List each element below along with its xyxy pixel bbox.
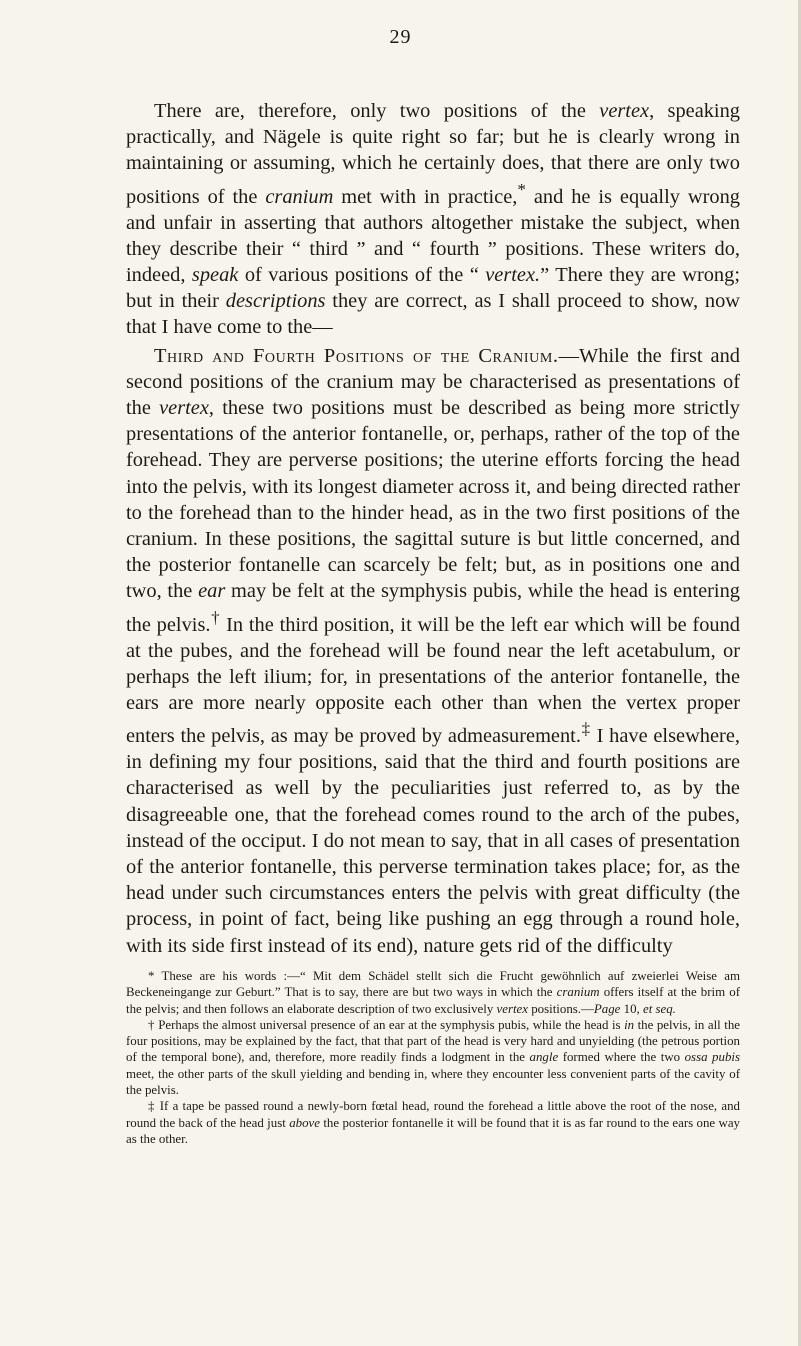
footnote-ref: * [517, 179, 526, 199]
body-text [126, 98, 740, 961]
footnote [126, 968, 740, 1017]
text-run: and he is equally wrong and unfair in asserting that authors altogether mistake the subject, when they describe their “ third ” and “ fourth ” positions. These writers do, indeed, [126, 185, 740, 287]
italic-term: cranium [265, 185, 334, 208]
section-heading: Third and Fourth Positions of the Cranium. [154, 344, 559, 367]
italic-term: vertex [599, 100, 650, 122]
italic-term: in [624, 1017, 635, 1032]
text-run: I have elsewhere, in defining my four positions, said that the third and fourth positions are characterised as well by the peculiarities just referred to, as by the disagreeable one, that the forehead comes round to the arch of the pubes, instead of the occiput. I do not mean to say, that in all cases of presentation of the anterior fontanelle, this perverse termination takes place; for, as the head under such circumstances enters the pelvis with great difficulty (the process, in point of fact, being like pushing an egg through a round hole, with its side first instead of its end), nature gets rid of the difficulty [126, 725, 740, 957]
text-run: 10, [620, 1001, 643, 1016]
italic-term: vertex [159, 397, 209, 420]
text-run: positions.— [528, 1001, 594, 1016]
footnote-mark: † [148, 1017, 155, 1032]
text-run: offers itself at the brim of the pelvis; and then follows an elaborate description of two exclusively [126, 985, 740, 1016]
italic-term: Page [593, 1001, 621, 1016]
text-run: of various positions of the “ [238, 264, 486, 287]
italic-term: vertex. [485, 264, 541, 287]
text-run: In the third position, it will be the left ear which will be found at the pubes, and the forehead will be found near the left acetabulum, or perhaps the left ilium; for, in presentations of the anterior fontanelle, the ears are more nearly opposite each other than when the vertex proper enters the pelvis, as may be proved by admeasurement. [126, 613, 741, 748]
footnote-mark: ‡ [148, 1099, 156, 1114]
text-run: meet, the other parts of the skull yielding and bending in, where they encounter less convenient parts of the cavity of the pelvis. [126, 1066, 740, 1098]
paragraph [126, 343, 740, 959]
text-run: There are, therefore, only two positions of the [154, 100, 600, 122]
footnote-ref: † [210, 607, 221, 627]
italic-term: et seq. [642, 1001, 676, 1016]
text-run: met with in practice, [333, 185, 518, 208]
italic-term: ossa pubis [684, 1050, 740, 1065]
italic-term: vertex [496, 1001, 528, 1016]
footnote-mark: * [148, 969, 155, 983]
text-run: formed where the two [558, 1050, 685, 1065]
page-number: 29 [389, 26, 412, 48]
text-run: Perhaps the almost universal presence of an ear at the symphysis pubis, while the head is [154, 1017, 625, 1032]
text-run: they are correct, as I shall proceed to show, now that I have come to the— [126, 290, 741, 339]
italic-term: cranium [556, 985, 600, 1000]
text-run: , these two positions must be described as being more strictly presentations of the anterior fontanelle, or, perhaps, rather of the top of the forehead. They are perverse positions; the uterine efforts forcing the head into the pelvis, with its longest diameter across it, and being directed rather to the forehead than to the hinder head, as in the two first positions of the cranium. In these positions, the sagittal suture is but little concerned, and the posterior fontanelle can scarcely be felt; but, as in positions one and two, the [126, 397, 740, 603]
italic-term: above [289, 1115, 320, 1130]
text-run: may be felt at the symphysis pubis, while the head is entering the pelvis. [126, 580, 740, 636]
text-run: , speaking practically, and Nägele is quite right so far; but he is clearly wrong in maintaining or assuming, which he certainly does, that there are only two positions of the [126, 100, 740, 208]
italic-term: descriptions [225, 290, 326, 313]
footnotes [126, 968, 740, 1147]
text-run: the posterior fontanelle it will be found that it is as far round to the ears one way as the other. [126, 1115, 740, 1146]
text-run: ” There they are wrong; but in their [126, 264, 740, 313]
italic-term: ear [198, 580, 226, 603]
italic-term: speak [191, 264, 239, 287]
footnote [126, 1098, 740, 1147]
footnote [126, 1017, 740, 1098]
text-run: If a tape be passed round a newly-born fœtal head, round the forehead a little above the root of the nose, and round the back of the head just [126, 1099, 740, 1130]
text-run: the pelvis, in all the four positions, may be explained by the fact, that that part of the head is very hard and unyielding (the petrous portion of the temporal bone), and, therefore, more readily finds a lodgment in the [126, 1017, 740, 1065]
footnote-ref: ‡ [580, 719, 591, 739]
paragraph [126, 98, 740, 341]
italic-term: angle [529, 1050, 559, 1065]
text-run: These are his words :—“ Mit dem Schädel stellt sich die Frucht gewöhnlich auf zweierlei Weise am Beckeneingange zur Geburt.” That is to say, there are but two ways in which the [126, 969, 740, 1000]
text-run: —While the first and second positions of the cranium may be characterised as presentations of the [126, 344, 740, 420]
